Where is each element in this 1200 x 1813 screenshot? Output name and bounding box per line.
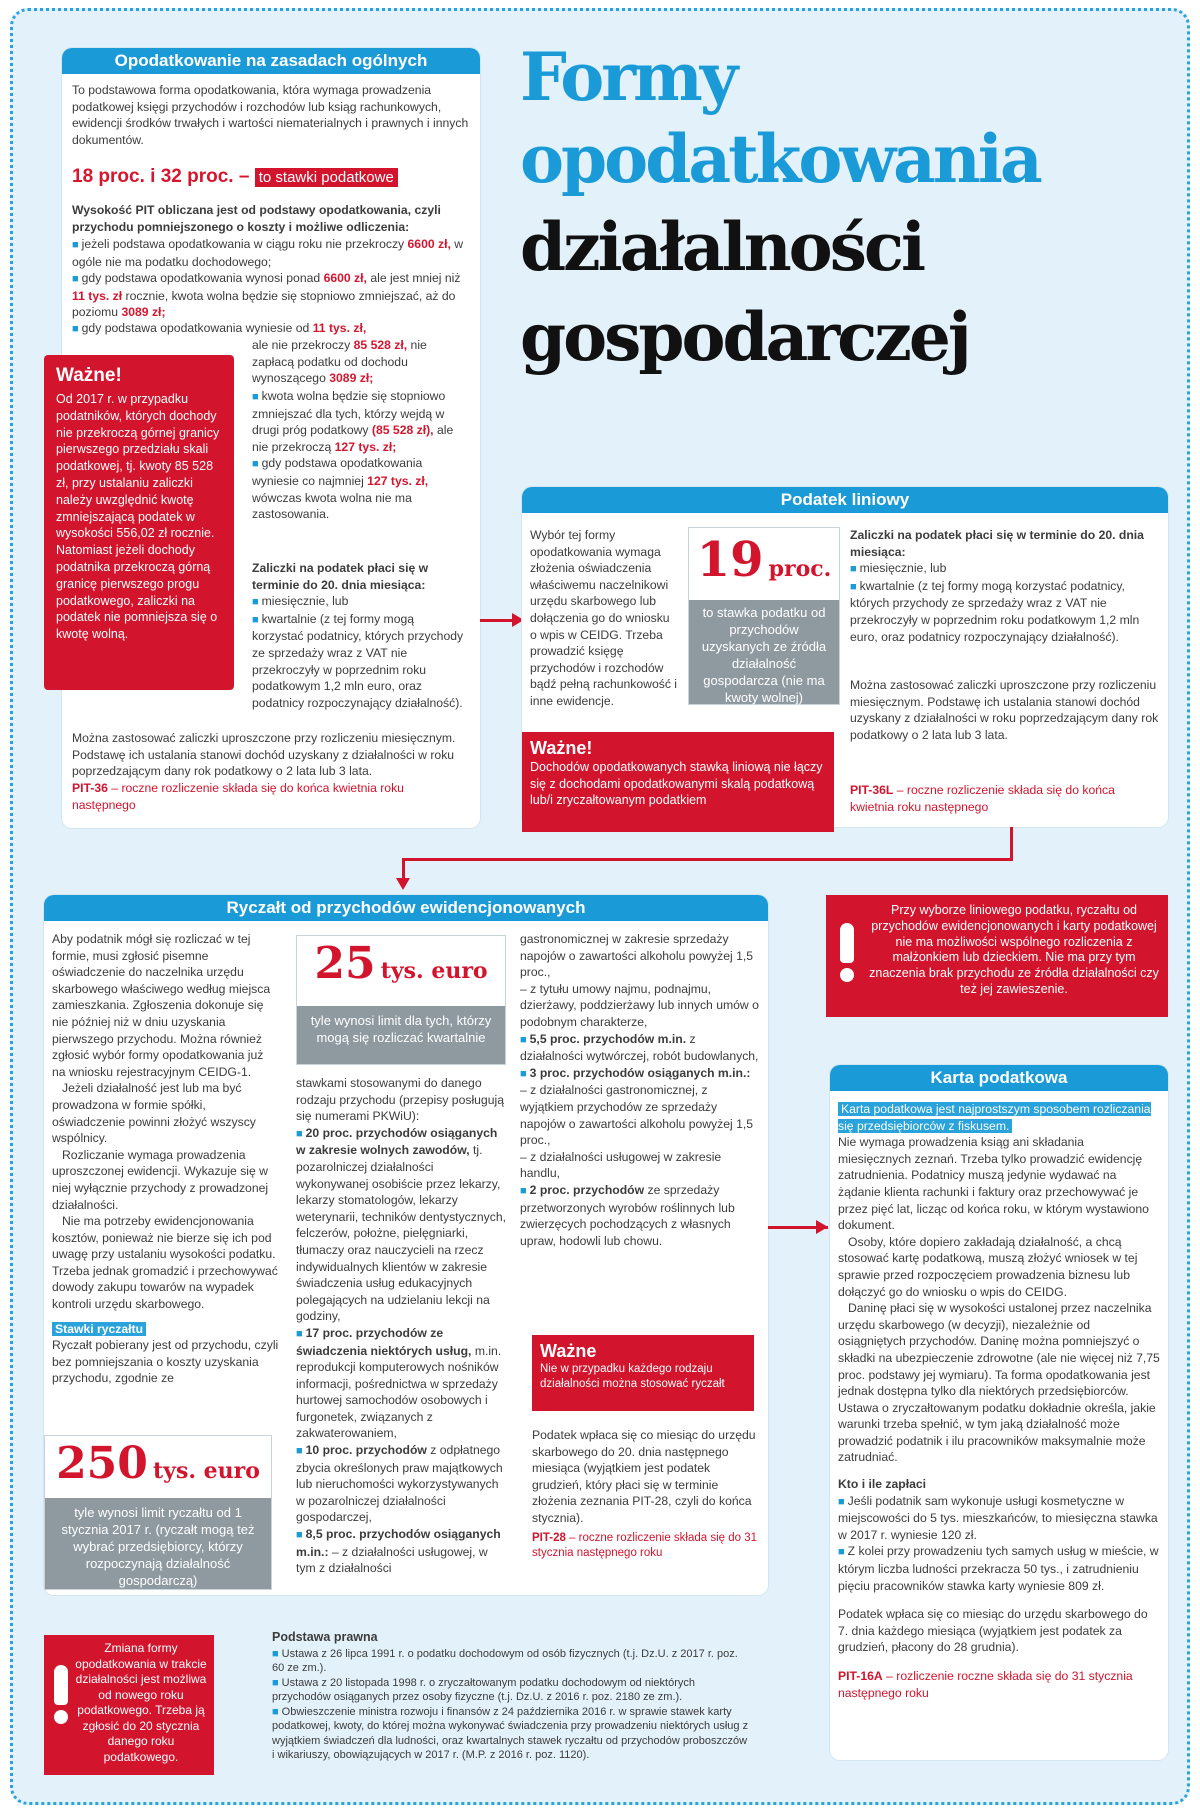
threshold-4-5 xyxy=(252,388,467,523)
karta-header: Karta podatkowa xyxy=(830,1065,1168,1091)
rate-8-5-head: 8,5 proc. przychodów osiąganych m.in.: xyxy=(296,1527,501,1559)
threshold-3 xyxy=(72,320,472,338)
threshold-3-text: gdy podstawa opodatkowania wyniesie od xyxy=(81,321,310,335)
ryczalt-col1-p2: Jeżeli działalność jest lub ma być prowadzona w formie spółki, oświadczenie powinni złożyć wszyscy wspólnicy. xyxy=(52,1081,256,1146)
exclamation-icon-2 xyxy=(54,1665,68,1724)
podstawa-head: Podstawa prawna xyxy=(272,1630,378,1644)
rate-17 xyxy=(296,1325,506,1442)
title-line-4: gospodarczej xyxy=(520,298,969,376)
liniowy-big-rate xyxy=(689,528,839,588)
rates-line xyxy=(72,166,477,188)
rate-17-text: m.in. reprodukcji komputerowych nośników informacji, pośrednictwa w sprzedaży hurtowej samochodów osobowych i furgonetek, związanych z zakwaterowaniem, xyxy=(296,1343,502,1441)
stawki-tag: Stawki ryczałtu xyxy=(52,1322,146,1336)
threshold-2-mid: ale jest mniej niż xyxy=(370,271,461,286)
threshold-5-text: gdy podstawa opodatkowania wyniesie co najmniej xyxy=(252,456,423,488)
threshold-1-text: jeżeli podstawa opodatkowania w ciągu roku nie przekroczy xyxy=(81,237,405,251)
liniowy-big-number: 19 xyxy=(696,532,764,588)
liniowy-left-text: Wybór tej formy opodatkowania wymaga złożenia oświadczenia właściwemu naczelnikowi urzędu skarbowego lub dołączenia go do wniosku o wpis w CEIDG. Trzeba prowadzić księgę przychodów i rozchodów bądź pełną rachunkowość i inne ewidencje. xyxy=(530,528,678,708)
limit-250-number: 250 xyxy=(56,1438,148,1489)
rate-20-text: tj. pozarolniczej działalności wykonywanej osobiście przez lekarzy, lekarzy stomatologów, lekarzy weterynarii, techników dentystycznych, felczerów, położne, pielęgniarki, tłumaczy oraz nauczycieli na rzecz indywidualnych klientów w zakresie świadczenia usług edukacyjnych polegających na udzielaniu lekcji na godziny, xyxy=(296,1143,506,1324)
rate-10 xyxy=(296,1442,506,1526)
karta-p2: Osoby, które dopiero zakładają działalność, a chcą stosować kartę podatkową, muszą złożyć wniosek w tej sprawie przed rozpoczęciem prowadzenia biznesu lub dołączyć go do wniosku o wpis do CEIDG. xyxy=(838,1234,1138,1299)
ryczalt-wplata: Podatek wpłaca się co miesiąc do urzędu skarbowego do 20. dnia następnego miesiąca (wyjątkiem jest podatek grudzień, który płaci się w terminie złożenia zeznania PIT-28, czyli do końca stycznia). xyxy=(532,1428,756,1525)
karta-highlight: Karta podatkowa jest najprostszym sposobem rozliczania się przedsiębiorców z fiskusem. xyxy=(838,1102,1151,1133)
zasady-zaliczki xyxy=(252,560,467,711)
rate-3-text-2: – z działalności usługowej w zakresie handlu, xyxy=(520,1149,722,1181)
threshold-2-value-b: 11 tys. zł xyxy=(72,288,123,303)
liniowy-uproszczone: Można zastosować zaliczki uproszczone przy rozliczeniu miesięcznym. Podstawę ich ustalania stanowi dochód uzyskany z działalności w roku poprzedzającym dany rok podatkowy o 2 lata lub 3 lata. xyxy=(850,678,1159,742)
rate-20 xyxy=(296,1125,506,1325)
threshold-3-cont xyxy=(252,337,467,387)
limit-25-panel xyxy=(296,935,506,1065)
limit-250-value xyxy=(45,1436,271,1489)
pit36-name: PIT-36 xyxy=(72,781,108,795)
ryczalt-col2-intro: stawkami stosowanymi do danego rodzaju przychodu (przepisy posługują się numerami PKWiU): xyxy=(296,1076,504,1124)
liniowy-big-unit: proc. xyxy=(768,556,832,582)
threshold-3-value-c: 3089 zł; xyxy=(329,371,374,386)
limit-250-note: tyle wynosi limit ryczałtu od 1 stycznia 2017 r. (ryczałt mogą też wybrać przedsiębiorcy, którzy rozpoczynają działalność gospodarczą) xyxy=(45,1498,271,1589)
pit28-name: PIT-28 xyxy=(532,1532,566,1544)
liniowy-zaliczki-head: Zaliczki na podatek płaci się w terminie do 20. dnia miesiąca: xyxy=(850,528,1144,559)
rates-dash: – xyxy=(238,166,250,187)
arrow-to-karta-head xyxy=(816,1220,828,1234)
pit36l-note xyxy=(850,782,1150,815)
threshold-3-mid: ale nie przekroczy xyxy=(252,338,351,352)
title-line-2: opodatkowania xyxy=(520,120,1040,198)
zasady-uproszczone: Można zastosować zaliczki uproszczone przy rozliczeniu miesięcznym. Podstawę ich ustalania stanowi dochód uzyskany z działalności w roku poprzedzającym dany rok podatkowy o 2 lata lub 3 lata. xyxy=(72,731,456,779)
ryczalt-col1-p1: Aby podatnik mógł się rozliczać w tej formie, musi zgłosić pisemne oświadczenie do naczelnika urzędu skarbowego właściwego według miejsca zamieszkania. Zgłoszenia dokonuje się nie później niż w dniu uzyskania pierwszego przychodu. Można również zgłosić wybór formy opodatkowania już na wniosku rejestracyjnym CEIDG-1. xyxy=(52,932,271,1079)
wazne-liniowy-head: Ważne! xyxy=(530,738,593,758)
limit-25-value xyxy=(297,936,505,989)
zasady-intro: To podstawowa forma opodatkowania, która wymaga prowadzenia podatkowej księgi przychodów i rozchodów lub ksiąg rachunkowych, ewidencji środków trwałych i wartości niematerialnych i prawnych i innych dokumentów. xyxy=(72,83,469,147)
limit-25-number: 25 xyxy=(314,938,376,989)
rate-2-text: ze sprzedaży przetworzonych wyrobów roślinnych lub zwierzęcych pochodzących z własnych upraw, hodowli lub chowu. xyxy=(520,1182,735,1248)
rate-10-text: z odpłatnego zbycia określonych praw majątkowych lub nieruchomości wykorzystywanych w pozarolniczej działalności gospodarczej, xyxy=(296,1443,503,1525)
rate-5-5 xyxy=(520,1031,760,1065)
wazne-liniowy-box xyxy=(522,732,834,832)
threshold-1 xyxy=(72,236,472,270)
karta-p3: Daninę płaci się w wysokości ustalonej przez naczelnika urzędu skarbowego (w decyzji), niezależnie od osiągniętych przychodów. Daninę można pomniejszyć o składki na ubezpieczenie zdrowotne (ale nie więcej niż 7,75 proc. podstawy jej wymiaru). Ta forma opodatkowania jest jednak dostępna tylko dla niektórych przedsiębiorców. Ustawa o zryczałtowanym podatku dokładnie określa, jakie warunki trzeba spełnić, w tym jaką działalność może prowadzić podatnik i ilu pracowników maksymalnie może zatrudniać. xyxy=(838,1301,1160,1465)
ryczalt-col3-najem: – z tytułu umowy najmu, podnajmu, dzierżawy, poddzierżawy lub innych umów o podobnym charakterze, xyxy=(520,981,759,1029)
threshold-4 xyxy=(252,388,467,455)
malzonek-box xyxy=(826,895,1168,1017)
rate-2-head: 2 proc. przychodów xyxy=(529,1182,645,1197)
liniowy-grey-note: to stawka podatku od przychodów uzyskanych ze źródła działalność gospodarcza (nie ma kwoty wolnej) xyxy=(689,600,839,704)
limit-25-unit: tys. euro xyxy=(380,958,488,984)
wazne-liniowy-text: Dochodów opodatkowanych stawką liniową nie łączy się z dochodami opodatkowanymi skalą podatkową lub/i zryczałtowanym podatkiem xyxy=(530,760,823,807)
pit28-desc: – roczne rozliczenie składa się do 31 stycznia następnego roku xyxy=(532,1532,758,1559)
rates-value: 18 proc. i 32 proc. xyxy=(72,166,234,187)
karta-kto-2: ■ Z kolei przy prowadzeniu tych samych usług w mieście, w którym liczba ludności przekracza 50 tys., i zatrudnieniu pięciu pracowników stawka karty wyniesie 809 zł. xyxy=(838,1543,1160,1594)
threshold-4-text: kwota wolna będzie się stopniowo zmniejszać dla tych, którzy wejdą w drugi próg podatkowy xyxy=(252,389,446,438)
arrow-to-liniowy xyxy=(480,619,516,622)
rate-8-5-text: – z działalności usługowej, w tym z działalności xyxy=(296,1544,488,1576)
karta-p1: Nie wymaga prowadzenia ksiąg ani składania miesięcznych zeznań. Trzeba tylko prowadzić ewidencję zatrudnienia. Podatnicy muszą jedynie wydawać na żądanie klienta rachunki i faktury oraz przechowywać je przez pięć lat, licząc od końca roku, w którym wystawiono dokument. xyxy=(838,1135,1149,1233)
rate-8-5 xyxy=(296,1526,506,1577)
zasady-zaliczki-head: Zaliczki na podatek płaci się w terminie do 20. dnia miesiąca: xyxy=(252,561,429,592)
rate-3-head: 3 proc. przychodów osiąganych m.in.: xyxy=(529,1065,751,1080)
zasady-zaliczki-1: ■ miesięcznie, lub xyxy=(252,593,467,611)
limit-25-note: tyle wynosi limit dla tych, którzy mogą się rozliczać kwartalnie xyxy=(297,1006,505,1064)
pit28-note xyxy=(532,1531,760,1561)
ryczalt-col3 xyxy=(520,931,760,1249)
ryczalt-col2 xyxy=(296,1075,506,1577)
threshold-5-value: 127 tys. zł, xyxy=(367,473,429,488)
liniowy-header: Podatek liniowy xyxy=(522,487,1168,513)
wazne-ryczalt-box xyxy=(532,1335,754,1411)
threshold-4-value-a: (85 528 zł), xyxy=(371,423,434,438)
karta-kto-1: ■ Jeśli podatnik sam wykonuje usługi kosmetyczne w miejscowości do 5 tys. mieszkańców, to miesięczna stawka w 2017 r. wyniesie 120 zł. xyxy=(838,1493,1160,1544)
rate-10-head: 10 proc. przychodów xyxy=(305,1443,427,1458)
podstawa-prawna xyxy=(272,1630,752,1763)
wazne-ryczalt-text: Nie w przypadku każdego rodzaju działalności można stosować ryczałt xyxy=(540,1363,725,1390)
threshold-5 xyxy=(252,455,467,522)
threshold-2-value-c: 3089 zł; xyxy=(121,305,166,320)
pit36l-name: PIT-36L xyxy=(850,783,894,797)
zmiana-formy-text: Zmiana formy opodatkowania w trakcie działalności jest możliwa od nowego roku podatkowego. Trzeba ją zgłosić do 20 stycznia danego roku podatkowego. xyxy=(75,1641,207,1764)
pit36l-desc: – roczne rozliczenie składa się do końca kwietnia roku następnego xyxy=(850,783,1115,814)
wazne-dochody-text: Od 2017 r. w przypadku podatników, których dochody nie przekroczą górnej granicy pierwszego przedziału skali podatkowej, tj. kwoty 85 528 zł, przy ustalaniu zaliczki należy uwzględnić kwotę zmniejszającą podatek w wysokości 556,02 zł rocznie. Natomiast jeżeli dochody podatnika przekroczą górną granicę pierwszego progu podatkowego, zaliczki na podatek nie pomniejsza się o kwotę wolną. xyxy=(56,392,220,642)
rate-20-head: 20 proc. przychodów osiąganych w zakresie wolnych zawodów, xyxy=(296,1125,498,1158)
liniowy-rate-panel xyxy=(688,527,840,705)
rate-17-head: 17 proc. przychodów ze świadczenia niektórych usług, xyxy=(296,1325,472,1358)
connector-horizontal xyxy=(402,858,1013,861)
malzonek-text: Przy wyborze liniowego podatku, ryczałtu od przychodów ewidencjonowanych i karty podatkowej nie ma możliwości wspólnego rozliczenia z małżonkiem lub dzieckiem. Nie ma przy tym znaczenia brak przychodu ze źródła działalności czy też jej zawieszenie. xyxy=(869,903,1159,996)
threshold-bullets xyxy=(72,236,472,321)
wazne-dochody-head: Ważne! xyxy=(56,365,122,386)
threshold-2 xyxy=(72,270,472,321)
podstawa-item-2: ■ Ustawa z 20 listopada 1998 r. o zryczałtowanym podatku dochodowym od niektórych przychodów osiąganych przez osoby fizyczne (t.j. Dz.U. z 2016 r. poz. 2180 ze zm.). xyxy=(272,1676,752,1705)
limit-250-unit: tys. euro xyxy=(153,1458,260,1484)
threshold-2-value-a: 6600 zł, xyxy=(323,271,367,286)
threshold-3-value-a: 11 tys. zł, xyxy=(312,321,367,335)
karta-wplata: Podatek wpłaca się co miesiąc do urzędu skarbowego do 7. dnia każdego miesiąca (wyjątkiem jest podatek za grudzień, płacony do 28 grudnia). xyxy=(838,1607,1148,1655)
karta-body xyxy=(838,1101,1160,1701)
connector-arrow-head xyxy=(396,878,410,890)
ryczalt-header: Ryczałt od przychodów ewidencjonowanych xyxy=(44,895,768,921)
threshold-1-value: 6600 zł, xyxy=(407,237,451,251)
threshold-2-text: gdy podstawa opodatkowania wynosi ponad xyxy=(81,271,321,286)
pit16a-desc: – rozliczenie roczne składa się do 31 stycznia następnego roku xyxy=(838,1669,1133,1700)
pit36-note xyxy=(72,780,412,813)
exclamation-icon xyxy=(840,923,854,982)
karta-kto-head: Kto i ile zapłaci xyxy=(838,1477,927,1492)
liniowy-zaliczki xyxy=(850,527,1160,645)
zasady-header: Opodatkowanie na zasadach ogólnych xyxy=(62,48,480,74)
threshold-3-end: nie zapłacą podatku od dochodu wynoszącego xyxy=(252,338,427,386)
pit16a-note xyxy=(838,1668,1160,1701)
liniowy-zaliczki-1: ■ miesięcznie, lub xyxy=(850,560,1160,578)
pit36-desc: – roczne rozliczenie składa się do końca kwietnia roku następnego xyxy=(72,781,404,812)
rate-5-5-head: 5,5 proc. przychodów m.in. xyxy=(529,1031,687,1046)
rates-tag: to stawki podatkowe xyxy=(255,168,398,187)
title-line-3: działalności xyxy=(520,208,924,286)
podstawa-item-3: ■ Obwieszczenie ministra rozwoju i finansów z 24 października 2016 r. w sprawie stawek karty podatkowej, kwoty, do której można wykonywać świadczenia przy prowadzeniu niektórych usług z wyjątkiem świadczeń dla ludności, oraz kwartalnych stawek ryczałtu od przychodów proboszczów i wikariuszy, obowiązujących w 2017 r. (M.P. z 2016 r. poz. 1120). xyxy=(272,1705,752,1763)
threshold-1-end: w ogóle nie ma podatku dochodowego; xyxy=(72,237,464,269)
threshold-5-end: wówczas kwota wolna nie ma zastosowania. xyxy=(252,490,412,522)
connector-vertical-left xyxy=(402,858,405,880)
ryczalt-col1-p3: Rozliczanie wymaga prowadzenia uproszczonej ewidencji. Wykazuje się w niej wyłącznie przychody z prowadzonej działalności. xyxy=(52,1147,269,1212)
zasady-zaliczki-2: ■ kwartalnie (z tej formy mogą korzystać podatnicy, których przychody ze sprzedaży wraz z VAT nie przekroczyły w poprzednim roku podatkowym 1,2 mln euro, oraz podatnicy rozpoczynający działalność). xyxy=(252,611,467,712)
ryczalt-col1-p4: Nie ma potrzeby ewidencjonowania kosztów, ponieważ nie bierze się ich pod uwagę przy ustalaniu wysokości podatku. Trzeba jednak gromadzić i przechowywać dowody zakupu towarów na wypadek kontroli urzędu skarbowego. xyxy=(52,1214,278,1312)
wazne-dochody-box xyxy=(44,355,234,690)
threshold-4-value-b: 127 tys. zł; xyxy=(334,439,397,454)
stawki-text: Ryczałt pobierany jest od przychodu, czyli bez pomniejszania o koszty uzyskania przychodu, zgodnie ze xyxy=(52,1338,279,1386)
karta-panel xyxy=(830,1065,1168,1760)
ryczalt-col3-cont: gastronomicznej w zakresie sprzedaży napojów o zawartości alkoholu powyżej 1,5 proc., xyxy=(520,932,754,980)
title-line-1: Formy xyxy=(520,38,736,116)
threshold-4-mid: ale nie przekroczą xyxy=(252,423,454,454)
pit-lead: Wysokość PIT obliczana jest od podstawy opodatkowania, czyli przychodu pomniejszonego o koszty i możliwe odliczenia: xyxy=(72,203,441,234)
threshold-2-end: rocznie, kwota wolna będzie się stopniowo zmniejszać, aż do poziomu xyxy=(72,288,456,320)
liniowy-zaliczki-2: ■ kwartalnie (z tej formy mogą korzystać podatnicy, których przychody ze sprzedaży wraz z VAT nie przekroczyły w poprzednim roku podatkowym 1,2 mln euro, oraz podatnicy rozpoczynający działalność). xyxy=(850,578,1160,645)
page-title xyxy=(520,38,1190,382)
rate-5-5-text: z działalności wytwórczej, robót budowlanych, xyxy=(520,1031,759,1064)
rate-3 xyxy=(520,1065,760,1083)
connector-vertical-right xyxy=(1010,827,1013,861)
wazne-ryczalt-head: Ważne xyxy=(540,1341,597,1361)
zmiana-formy-box xyxy=(44,1635,214,1775)
ryczalt-col1 xyxy=(52,931,280,1387)
podstawa-item-1: ■ Ustawa z 26 lipca 1991 r. o podatku dochodowym od osób fizycznych (t.j. Dz.U. z 2017 r. poz. 60 ze zm.). xyxy=(272,1647,752,1676)
pit16a-name: PIT-16A xyxy=(838,1669,883,1683)
rate-3-text: – z działalności gastronomicznej, z wyjątkiem przychodów ze sprzedaży napojów o zawartości alkoholu powyżej 1,5 proc., xyxy=(520,1083,754,1148)
rate-2 xyxy=(520,1182,760,1249)
threshold-3-value-b: 85 528 zł, xyxy=(353,338,408,352)
limit-250-panel xyxy=(44,1435,272,1590)
